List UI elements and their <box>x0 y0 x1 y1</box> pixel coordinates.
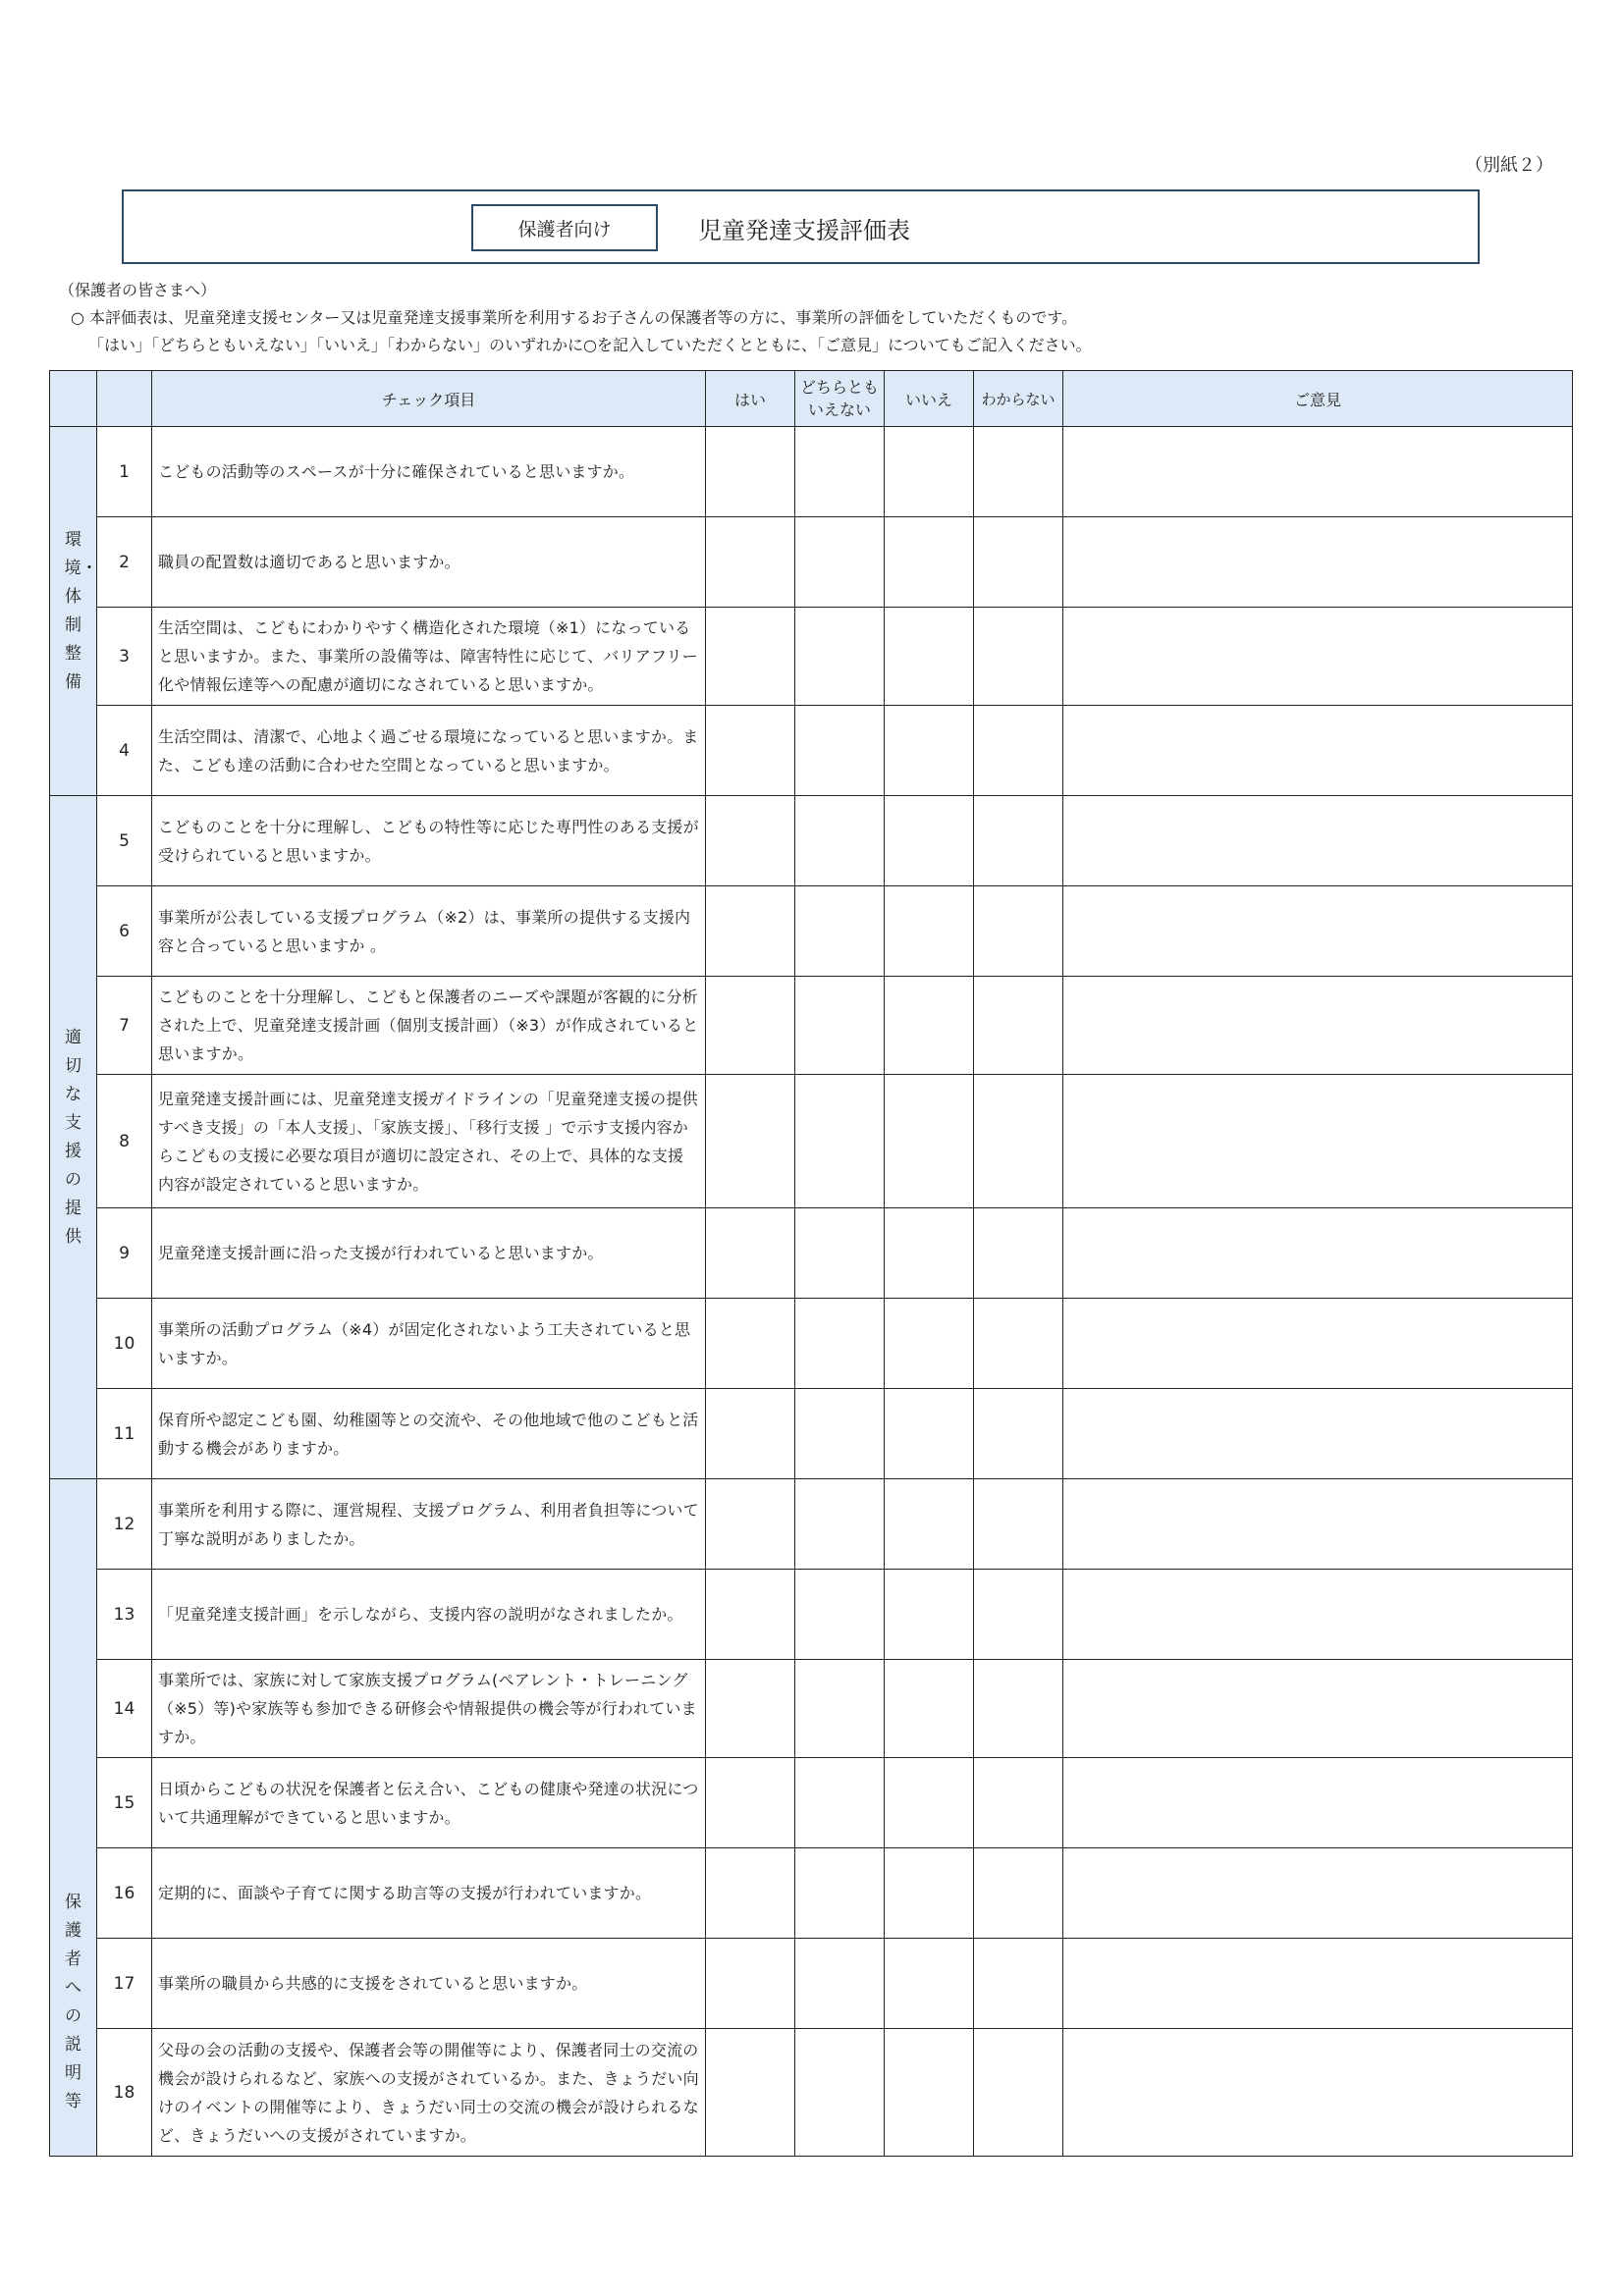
answer-yes-cell[interactable] <box>706 1299 795 1389</box>
category-label: 保護者への説明等 <box>65 1893 81 2111</box>
answer-neutral-cell[interactable] <box>795 1299 885 1389</box>
answer-no-cell[interactable] <box>885 1848 974 1939</box>
opinion-cell[interactable] <box>1063 427 1573 517</box>
category-cell <box>50 796 97 1479</box>
item-number: 17 <box>97 1939 152 2029</box>
answer-unknown-cell[interactable] <box>974 706 1063 796</box>
appendix-label: （別紙２） <box>1465 155 1553 176</box>
answer-yes-cell[interactable] <box>706 706 795 796</box>
check-item-text: 定期的に、面談や子育てに関する助言等の支援が行われていますか。 <box>152 1848 706 1939</box>
category-cell <box>50 1479 97 2157</box>
answer-no-cell[interactable] <box>885 796 974 886</box>
answer-yes-cell[interactable] <box>706 1660 795 1758</box>
answer-no-cell[interactable] <box>885 608 974 706</box>
answer-unknown-cell[interactable] <box>974 1389 1063 1479</box>
answer-unknown-cell[interactable] <box>974 517 1063 608</box>
answer-unknown-cell[interactable] <box>974 608 1063 706</box>
check-item-text: こどものことを十分理解し、こどもと保護者のニーズや課題が客観的に分析された上で、児童発達支援計画（個別支援計画）（※3）が作成されていると思いますか。 <box>152 977 706 1075</box>
item-number: 18 <box>97 2029 152 2157</box>
header-neutral <box>795 371 885 427</box>
table-row <box>50 977 1573 1075</box>
opinion-cell[interactable] <box>1063 2029 1573 2157</box>
answer-no-cell[interactable] <box>885 1075 974 1208</box>
answer-neutral-cell[interactable] <box>795 427 885 517</box>
opinion-cell[interactable] <box>1063 796 1573 886</box>
answer-yes-cell[interactable] <box>706 427 795 517</box>
opinion-cell[interactable] <box>1063 1758 1573 1848</box>
answer-neutral-cell[interactable] <box>795 796 885 886</box>
answer-unknown-cell[interactable] <box>974 1570 1063 1660</box>
opinion-cell[interactable] <box>1063 1075 1573 1208</box>
opinion-cell[interactable] <box>1063 1570 1573 1660</box>
opinion-cell[interactable] <box>1063 1848 1573 1939</box>
table-row <box>50 1660 1573 1758</box>
check-item-text: 児童発達支援計画に沿った支援が行われていると思いますか。 <box>152 1208 706 1299</box>
answer-unknown-cell[interactable] <box>974 977 1063 1075</box>
table-row <box>50 1479 1573 1570</box>
answer-neutral-cell[interactable] <box>795 977 885 1075</box>
check-item-text: 事業所の活動プログラム（※4）が固定化されないよう工夫されていると思いますか。 <box>152 1299 706 1389</box>
opinion-cell[interactable] <box>1063 706 1573 796</box>
opinion-cell[interactable] <box>1063 1479 1573 1570</box>
answer-no-cell[interactable] <box>885 427 974 517</box>
header-number <box>97 371 152 427</box>
table-row <box>50 1075 1573 1208</box>
check-item-text: 職員の配置数は適切であると思いますか。 <box>152 517 706 608</box>
answer-unknown-cell[interactable] <box>974 1208 1063 1299</box>
answer-neutral-cell[interactable] <box>795 517 885 608</box>
table-row <box>50 2029 1573 2157</box>
answer-neutral-cell[interactable] <box>795 1208 885 1299</box>
answer-no-cell[interactable] <box>885 886 974 977</box>
answer-unknown-cell[interactable] <box>974 1848 1063 1939</box>
answer-unknown-cell[interactable] <box>974 427 1063 517</box>
item-number: 7 <box>97 977 152 1075</box>
table-row <box>50 1570 1573 1660</box>
answer-neutral-cell[interactable] <box>795 1848 885 1939</box>
answer-no-cell[interactable] <box>885 1660 974 1758</box>
answer-yes-cell[interactable] <box>706 1479 795 1570</box>
answer-no-cell[interactable] <box>885 1479 974 1570</box>
header-neutral-line2: いえない <box>807 400 871 419</box>
table-row <box>50 608 1573 706</box>
evaluation-table <box>49 370 1573 2157</box>
answer-no-cell[interactable] <box>885 1299 974 1389</box>
answer-yes-cell[interactable] <box>706 1208 795 1299</box>
answer-no-cell[interactable] <box>885 1389 974 1479</box>
check-item-text: 「児童発達支援計画」を示しながら、支援内容の説明がなされましたか。 <box>152 1570 706 1660</box>
check-item-text: 父母の会の活動の支援や、保護者会等の開催等により、保護者同士の交流の機会が設けられるなど、家族への支援がされているか。また、きょうだい向けのイベントの開催等により、きょうだい同士の交流の機会が設けられるなど、きょうだいへの支援がされていますか。 <box>152 2029 706 2157</box>
page-title: 児童発達支援評価表 <box>698 217 910 244</box>
answer-unknown-cell[interactable] <box>974 1075 1063 1208</box>
item-number: 16 <box>97 1848 152 1939</box>
table-row <box>50 1939 1573 2029</box>
opinion-cell[interactable] <box>1063 1660 1573 1758</box>
answer-neutral-cell[interactable] <box>795 608 885 706</box>
table-row <box>50 706 1573 796</box>
check-item-text: 日頃からこどもの状況を保護者と伝え合い、こどもの健康や発達の状況について共通理解ができていると思いますか。 <box>152 1758 706 1848</box>
item-number: 1 <box>97 427 152 517</box>
table-row <box>50 796 1573 886</box>
check-item-text: 事業所が公表している支援プログラム（※2）は、事業所の提供する支援内容と合っていると思いますか 。 <box>152 886 706 977</box>
answer-neutral-cell[interactable] <box>795 1939 885 2029</box>
answer-yes-cell[interactable] <box>706 1570 795 1660</box>
intro-greeting: （保護者の皆さまへ） <box>59 281 217 299</box>
item-number: 2 <box>97 517 152 608</box>
opinion-cell[interactable] <box>1063 1939 1573 2029</box>
intro-description: ○ 本評価表は、児童発達支援センター又は児童発達支援事業所を利用するお子さんの保護者等の方に、事業所の評価をしていただくものです。 <box>71 308 1078 327</box>
answer-yes-cell[interactable] <box>706 517 795 608</box>
opinion-cell[interactable] <box>1063 1208 1573 1299</box>
opinion-cell[interactable] <box>1063 977 1573 1075</box>
header-yes: はい <box>706 371 795 427</box>
table-row <box>50 427 1573 517</box>
check-item-text: 事業所の職員から共感的に支援をされていると思いますか。 <box>152 1939 706 2029</box>
answer-no-cell[interactable] <box>885 1208 974 1299</box>
item-number: 5 <box>97 796 152 886</box>
answer-yes-cell[interactable] <box>706 608 795 706</box>
item-number: 13 <box>97 1570 152 1660</box>
answer-unknown-cell[interactable] <box>974 1299 1063 1389</box>
opinion-cell[interactable] <box>1063 886 1573 977</box>
table-row <box>50 1758 1573 1848</box>
table-body <box>50 427 1573 2157</box>
answer-neutral-cell[interactable] <box>795 1758 885 1848</box>
title-frame <box>122 189 1480 264</box>
answer-yes-cell[interactable] <box>706 1939 795 2029</box>
header-unknown: わからない <box>974 371 1063 427</box>
check-item-text: こどもの活動等のスペースが十分に確保されていると思いますか。 <box>152 427 706 517</box>
opinion-cell[interactable] <box>1063 1389 1573 1479</box>
table-row <box>50 1299 1573 1389</box>
category-cell <box>50 427 97 796</box>
answer-no-cell[interactable] <box>885 977 974 1075</box>
header-no: いいえ <box>885 371 974 427</box>
check-item-text: 生活空間は、清潔で、心地よく過ごせる環境になっていると思いますか。また、こども達の活動に合わせた空間となっていると思いますか。 <box>152 706 706 796</box>
answer-neutral-cell[interactable] <box>795 886 885 977</box>
answer-no-cell[interactable] <box>885 1939 974 2029</box>
item-number: 11 <box>97 1389 152 1479</box>
answer-unknown-cell[interactable] <box>974 1660 1063 1758</box>
item-number: 8 <box>97 1075 152 1208</box>
answer-no-cell[interactable] <box>885 517 974 608</box>
check-item-text: 保育所や認定こども園、幼稚園等との交流や、その他地域で他のこどもと活動する機会がありますか。 <box>152 1389 706 1479</box>
table-row <box>50 1389 1573 1479</box>
answer-yes-cell[interactable] <box>706 1389 795 1479</box>
target-audience-label: 保護者向け <box>471 204 658 251</box>
intro-instructions: 「はい」「どちらともいえない」「いいえ」「わからない」のいずれかに○を記入していただくとともに、「ご意見」についてもご記入ください。 <box>88 336 1092 354</box>
item-number: 4 <box>97 706 152 796</box>
item-number: 15 <box>97 1758 152 1848</box>
item-number: 6 <box>97 886 152 977</box>
answer-no-cell[interactable] <box>885 1758 974 1848</box>
item-number: 9 <box>97 1208 152 1299</box>
answer-unknown-cell[interactable] <box>974 796 1063 886</box>
answer-unknown-cell[interactable] <box>974 1939 1063 2029</box>
check-item-text: こどものことを十分に理解し、こどもの特性等に応じた専門性のある支援が受けられていると思いますか。 <box>152 796 706 886</box>
check-item-text: 事業所では、家族に対して家族支援プログラム(ペアレント・トレーニング（※5）等)や家族等も参加できる研修会や情報提供の機会等が行われていますか。 <box>152 1660 706 1758</box>
header-neutral-line1: どちらとも <box>799 378 879 397</box>
answer-yes-cell[interactable] <box>706 2029 795 2157</box>
answer-no-cell[interactable] <box>885 2029 974 2157</box>
answer-neutral-cell[interactable] <box>795 1660 885 1758</box>
table-header-row <box>50 371 1573 427</box>
answer-yes-cell[interactable] <box>706 886 795 977</box>
category-label: 適切な支援の提供 <box>65 1027 81 1247</box>
answer-no-cell[interactable] <box>885 1570 974 1660</box>
answer-unknown-cell[interactable] <box>974 2029 1063 2157</box>
answer-yes-cell[interactable] <box>706 1848 795 1939</box>
opinion-cell[interactable] <box>1063 517 1573 608</box>
answer-unknown-cell[interactable] <box>974 1758 1063 1848</box>
item-number: 14 <box>97 1660 152 1758</box>
item-number: 12 <box>97 1479 152 1570</box>
item-number: 3 <box>97 608 152 706</box>
answer-unknown-cell[interactable] <box>974 1479 1063 1570</box>
header-category <box>50 371 97 427</box>
answer-yes-cell[interactable] <box>706 1075 795 1208</box>
answer-neutral-cell[interactable] <box>795 2029 885 2157</box>
check-item-text: 事業所を利用する際に、運営規程、支援プログラム、利用者負担等について丁寧な説明がありましたか。 <box>152 1479 706 1570</box>
header-opinion: ご意見 <box>1063 371 1573 427</box>
opinion-cell[interactable] <box>1063 608 1573 706</box>
category-label: 環境・体制整備 <box>64 529 98 692</box>
answer-yes-cell[interactable] <box>706 1758 795 1848</box>
answer-neutral-cell[interactable] <box>795 706 885 796</box>
answer-neutral-cell[interactable] <box>795 1570 885 1660</box>
table-row <box>50 1208 1573 1299</box>
answer-unknown-cell[interactable] <box>974 886 1063 977</box>
answer-neutral-cell[interactable] <box>795 1075 885 1208</box>
answer-yes-cell[interactable] <box>706 977 795 1075</box>
answer-no-cell[interactable] <box>885 706 974 796</box>
table-row <box>50 517 1573 608</box>
answer-neutral-cell[interactable] <box>795 1389 885 1479</box>
answer-yes-cell[interactable] <box>706 796 795 886</box>
opinion-cell[interactable] <box>1063 1299 1573 1389</box>
table-row <box>50 886 1573 977</box>
check-item-text: 児童発達支援計画には、児童発達支援ガイドラインの「児童発達支援の提供すべき支援」の「本人支援」、「家族支援」、「移行支援 」で示す支援内容からこどもの支援に必要な項目が適切に設定され、その上で、具体的な支援内容が設定されていると思いますか。 <box>152 1075 706 1208</box>
item-number: 10 <box>97 1299 152 1389</box>
table-row <box>50 1848 1573 1939</box>
answer-neutral-cell[interactable] <box>795 1479 885 1570</box>
header-check-item: チェック項目 <box>152 371 706 427</box>
check-item-text: 生活空間は、こどもにわかりやすく構造化された環境（※1）になっていると思いますか。また、事業所の設備等は、障害特性に応じて、バリアフリー化や情報伝達等への配慮が適切になされていると思いますか。 <box>152 608 706 706</box>
